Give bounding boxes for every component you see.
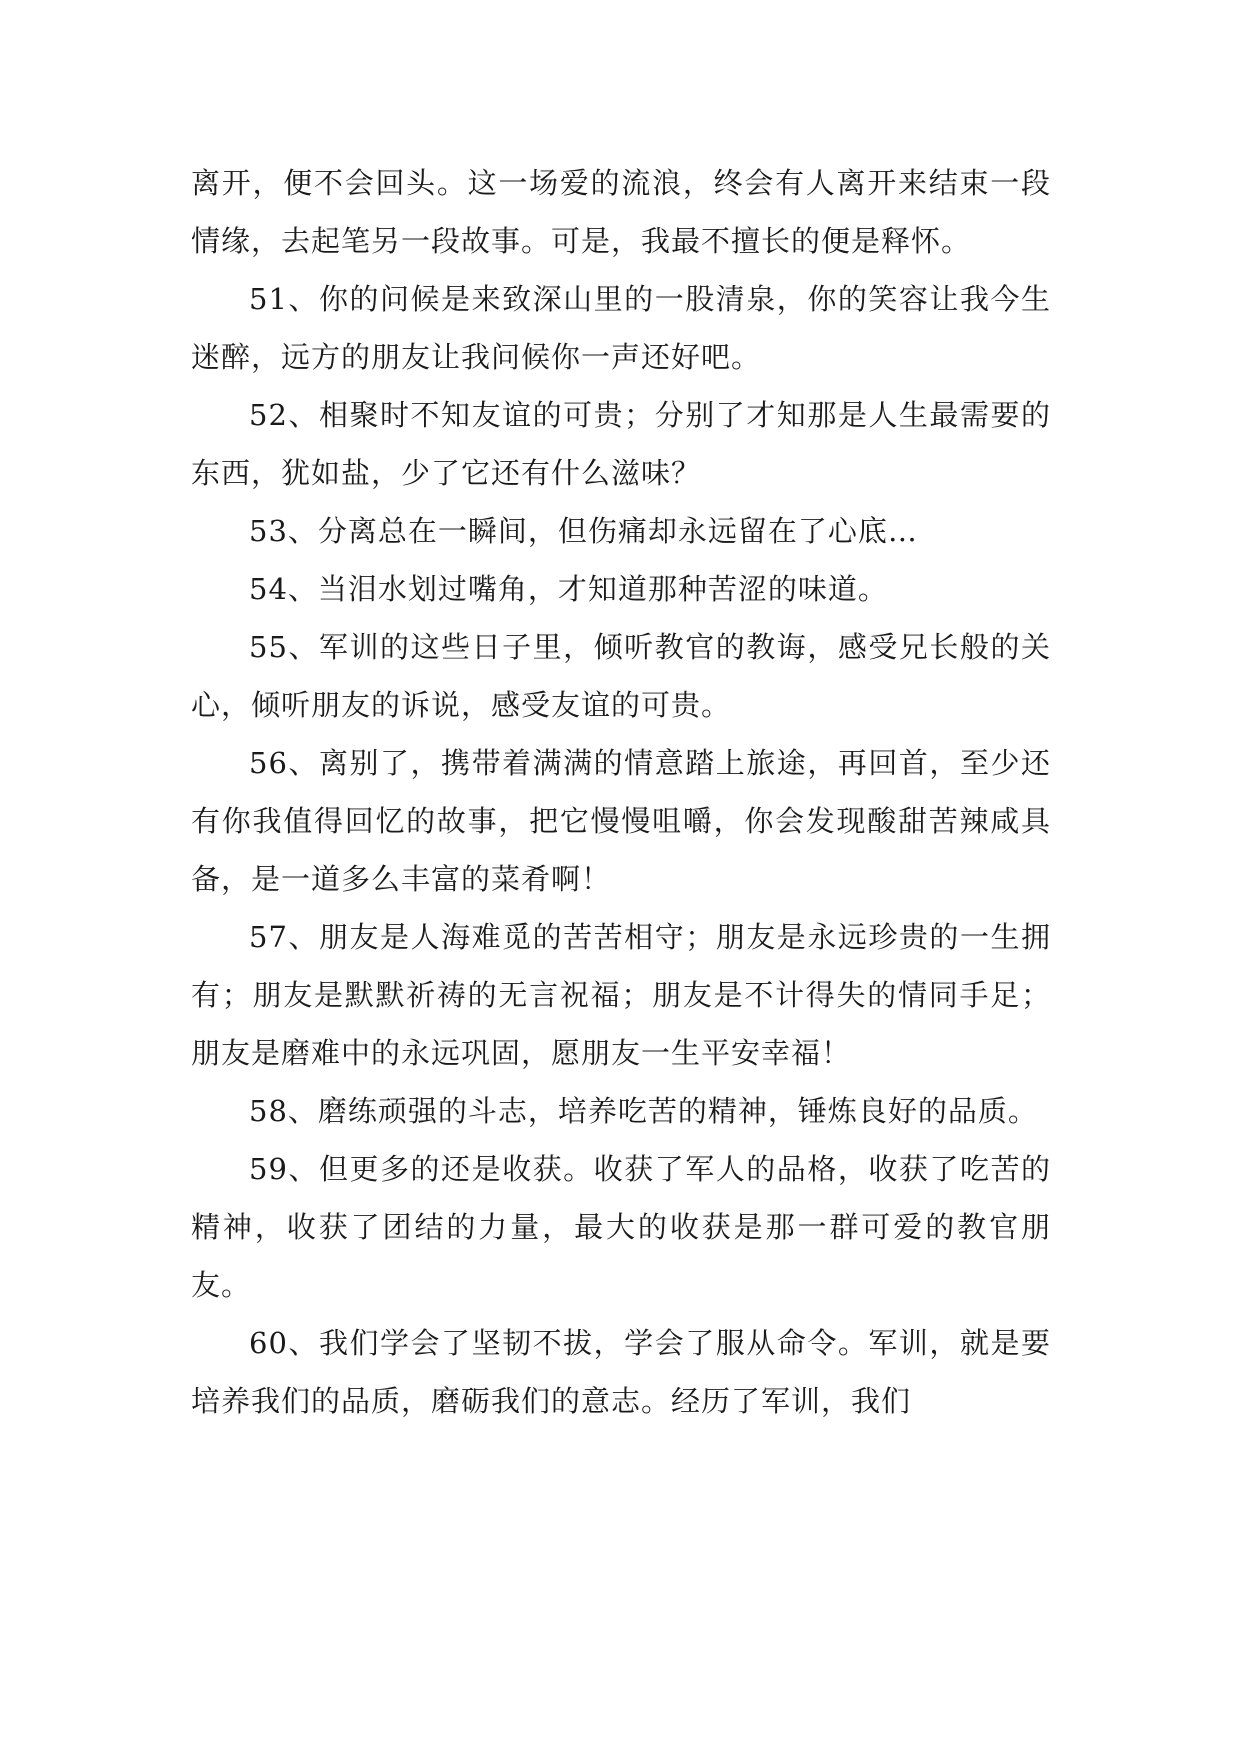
document-page [191, 154, 1051, 1430]
paragraph-60: 60、我们学会了坚韧不拔，学会了服从命令。军训，就是要培养我们的品质，磨砺我们的意志。经历了军训，我们 [191, 1326, 1051, 1418]
paragraph-continuation: 离开，便不会回头。这一场爱的流浪，终会有人离开来结束一段情缘，去起笔另一段故事。可是，我最不擅长的便是释怀。 [191, 166, 1051, 258]
paragraph-55: 55、军训的这些日子里，倾听教官的教诲，感受兄长般的关心，倾听朋友的诉说，感受友谊的可贵。 [191, 630, 1051, 722]
paragraph-57: 57、朋友是人海难觅的苦苦相守；朋友是永远珍贵的一生拥有；朋友是默默祈祷的无言祝福；朋友是不计得失的情同手足；朋友是磨难中的永远巩固，愿朋友一生平安幸福！ [191, 920, 1051, 1070]
paragraph-58: 58、磨练顽强的斗志，培养吃苦的精神，锤炼良好的品质。 [249, 1094, 1038, 1128]
paragraph-54: 54、当泪水划过嘴角，才知道那种苦涩的味道。 [249, 572, 888, 606]
paragraph-53: 53、分离总在一瞬间，但伤痛却永远留在了心底… [249, 514, 918, 548]
paragraph-56: 56、离别了，携带着满满的情意踏上旅途，再回首，至少还有你我值得回忆的故事，把它慢慢咀嚼，你会发现酸甜苦辣咸具备，是一道多么丰富的菜肴啊！ [191, 746, 1051, 896]
paragraph-52: 52、相聚时不知友谊的可贵；分别了才知那是人生最需要的东西，犹如盐，少了它还有什么滋味？ [191, 398, 1051, 490]
paragraph-59: 59、但更多的还是收获。收获了军人的品格，收获了吃苦的精神，收获了团结的力量，最大的收获是那一群可爱的教官朋友。 [191, 1152, 1051, 1302]
paragraph-51: 51、你的问候是来致深山里的一股清泉，你的笑容让我今生迷醉，远方的朋友让我问候你一声还好吧。 [191, 282, 1051, 374]
